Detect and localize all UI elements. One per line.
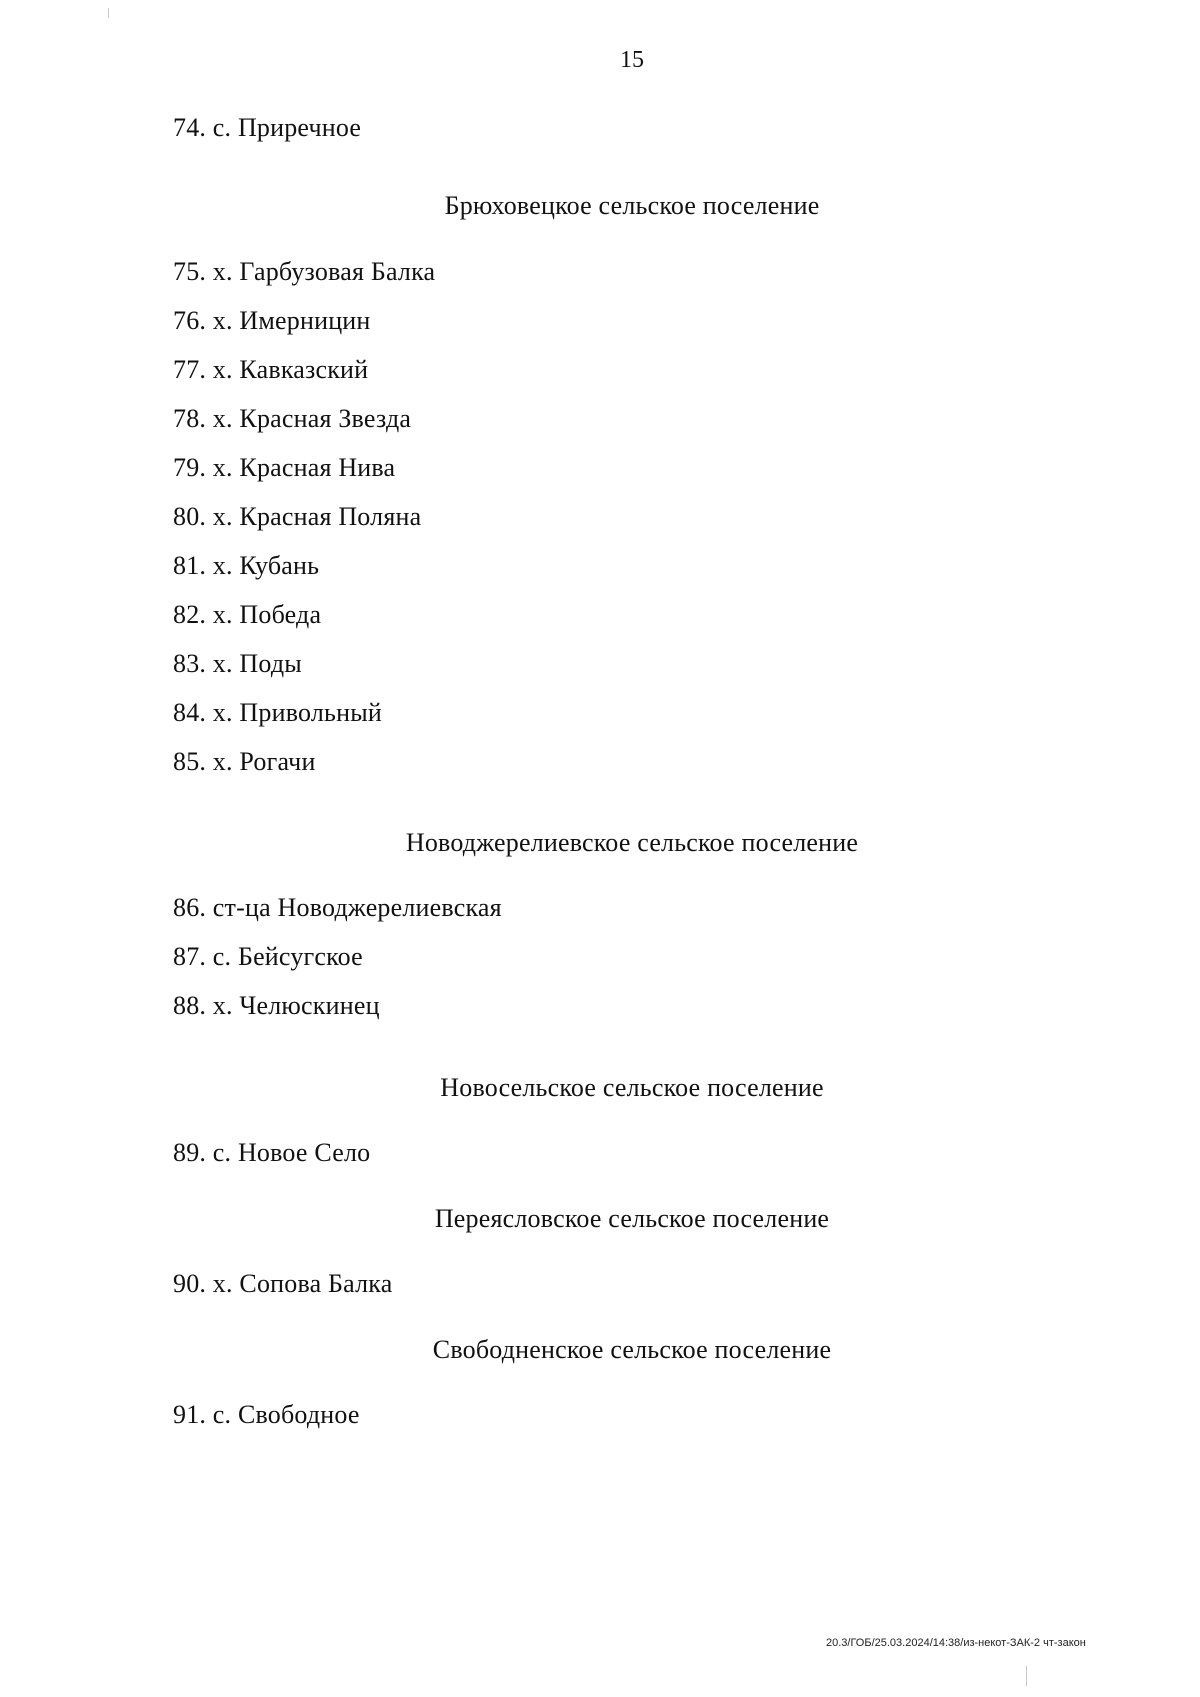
list-item: 86. ст-ца Новоджерелиевская bbox=[173, 893, 502, 922]
list-item: 91. с. Свободное bbox=[173, 1400, 360, 1429]
list-item: 81. х. Кубань bbox=[173, 551, 320, 580]
list-item: 84. х. Привольный bbox=[173, 698, 382, 727]
list-item: 88. х. Челюскинец bbox=[173, 991, 380, 1020]
list-item: 82. х. Победа bbox=[173, 600, 322, 629]
section-heading: Новосельское сельское поселение bbox=[440, 1073, 824, 1102]
list-item: 85. х. Рогачи bbox=[173, 747, 316, 776]
scan-mark bbox=[108, 8, 109, 18]
footer-stamp: 20.3/ГОБ/25.03.2024/14:38/из-некот-ЗАК-2 чт-закон bbox=[826, 1637, 1086, 1649]
list-item: 74. с. Приречное bbox=[173, 113, 362, 142]
list-item: 80. х. Красная Поляна bbox=[173, 502, 422, 531]
section-heading: Новоджерелиевское сельское поселение bbox=[405, 828, 859, 857]
page-number: 15 bbox=[620, 47, 644, 73]
list-item: 78. х. Красная Звезда bbox=[173, 404, 412, 433]
section-heading: Свободненское сельское поселение bbox=[432, 1335, 832, 1364]
list-item: 76. х. Имерницин bbox=[173, 306, 371, 335]
list-item: 75. х. Гарбузовая Балка bbox=[173, 257, 436, 286]
list-item: 83. х. Поды bbox=[173, 649, 302, 678]
list-item: 90. х. Сопова Балка bbox=[173, 1269, 393, 1298]
list-item: 77. х. Кавказский bbox=[173, 355, 369, 384]
list-item: 87. с. Бейсугское bbox=[173, 942, 363, 971]
list-item: 79. х. Красная Нива bbox=[173, 453, 396, 482]
list-item: 89. с. Новое Село bbox=[173, 1138, 371, 1167]
scan-mark bbox=[1026, 1666, 1027, 1686]
section-heading: Переясловское сельское поселение bbox=[434, 1204, 830, 1233]
section-heading: Брюховецкое сельское поселение bbox=[444, 191, 820, 220]
